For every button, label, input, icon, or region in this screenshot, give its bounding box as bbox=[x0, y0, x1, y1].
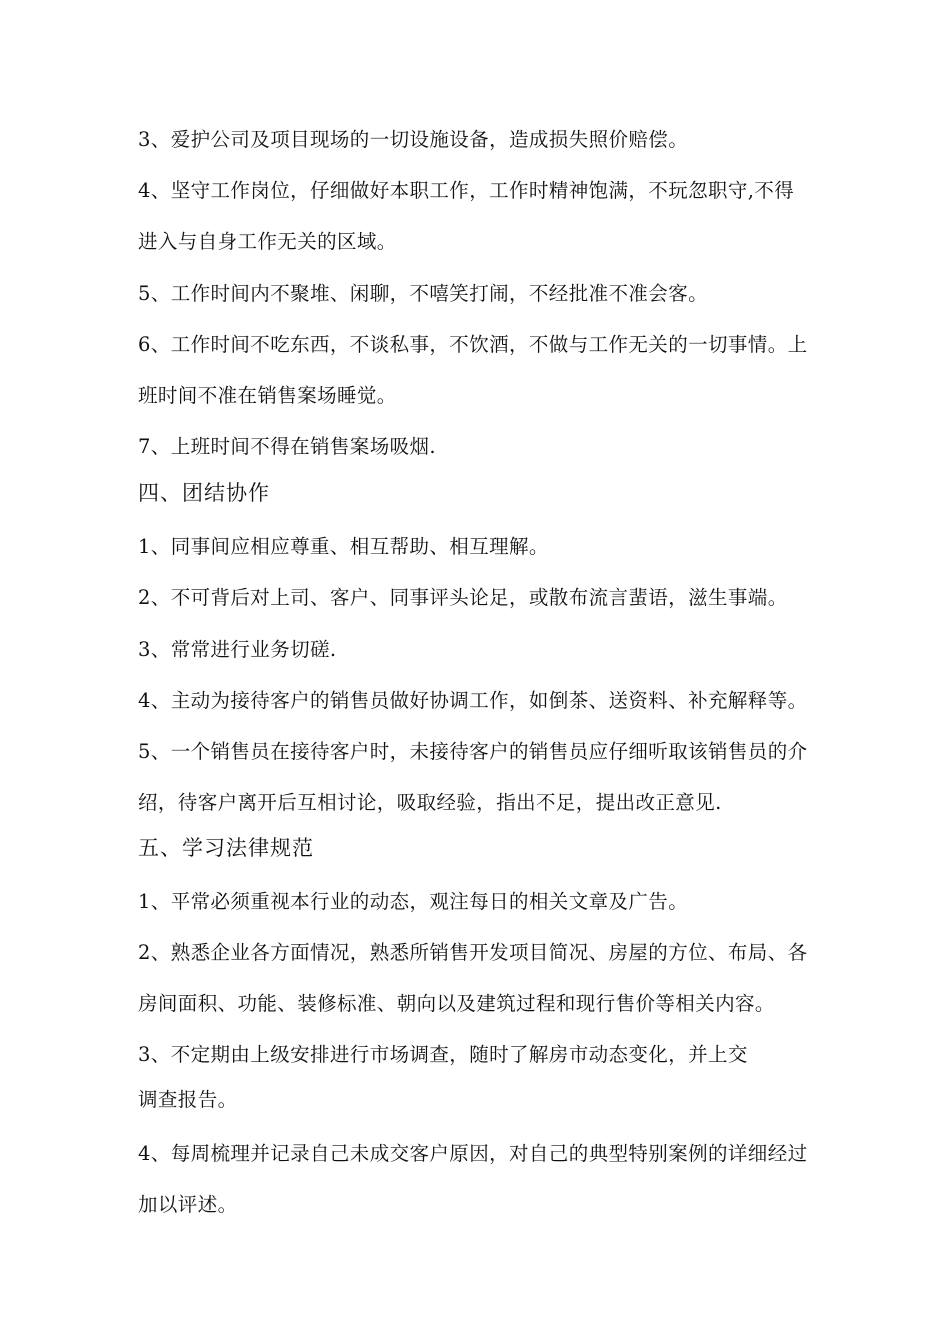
learning-rule-3-continued: 调查报告。 bbox=[138, 1088, 238, 1111]
rule-4-stay-at-post: 4、坚守工作岗位，仔细做好本职工作，工作时精神饱满，不玩忽职守,不得 bbox=[138, 179, 795, 202]
learning-rule-4: 4、每周梳理并记录自己未成交客户原因，对自己的典型特别案例的详细经过 bbox=[138, 1142, 808, 1165]
rule-6-no-eating: 6、工作时间不吃东西，不谈私事，不饮酒，不做与工作无关的一切事情。上 bbox=[138, 333, 808, 356]
teamwork-rule-1: 1、同事间应相应尊重、相互帮助、相互理解。 bbox=[138, 535, 549, 558]
rule-5-no-gathering: 5、工作时间内不聚堆、闲聊，不嘻笑打闹，不经批准不准会客。 bbox=[138, 282, 709, 305]
teamwork-rule-5-continued: 绍，待客户离开后互相讨论，吸取经验，指出不足，提出改正意见. bbox=[138, 791, 722, 814]
rule-6-continued: 班时间不准在销售案场睡觉。 bbox=[138, 384, 397, 407]
rule-4-continued: 进入与自身工作无关的区域。 bbox=[138, 230, 397, 253]
rule-3-care-facilities: 3、爱护公司及项目现场的一切设施设备，造成损失照价赔偿。 bbox=[138, 128, 689, 151]
teamwork-rule-5: 5、一个销售员在接待客户时，未接待客户的销售员应仔细听取该销售员的介 bbox=[138, 740, 808, 763]
teamwork-rule-4: 4、主动为接待客户的销售员做好协调工作，如倒茶、送资料、补充解释等。 bbox=[138, 689, 808, 712]
rule-7-no-smoking: 7、上班时间不得在销售案场吸烟. bbox=[138, 435, 437, 458]
teamwork-rule-2: 2、不可背后对上司、客户、同事评头论足，或散布流言蜚语，滋生事端。 bbox=[138, 586, 788, 609]
teamwork-rule-3: 3、常常进行业务切磋. bbox=[138, 638, 337, 661]
learning-rule-2: 2、熟悉企业各方面情况，熟悉所销售开发项目简况、房屋的方位、布局、各 bbox=[138, 941, 808, 964]
learning-rule-1: 1、平常必须重视本行业的动态，观注每日的相关文章及广告。 bbox=[138, 890, 689, 913]
learning-rule-4-continued: 加以评述。 bbox=[138, 1193, 238, 1216]
learning-rule-2-continued: 房间面积、功能、装修标准、朝向以及建筑过程和现行售价等相关内容。 bbox=[138, 992, 775, 1015]
learning-rule-3: 3、不定期由上级安排进行市场调查，随时了解房市动态变化，并上交 bbox=[138, 1043, 748, 1066]
section-heading-teamwork: 四、团结协作 bbox=[138, 481, 270, 505]
section-heading-learning: 五、学习法律规范 bbox=[138, 836, 314, 860]
